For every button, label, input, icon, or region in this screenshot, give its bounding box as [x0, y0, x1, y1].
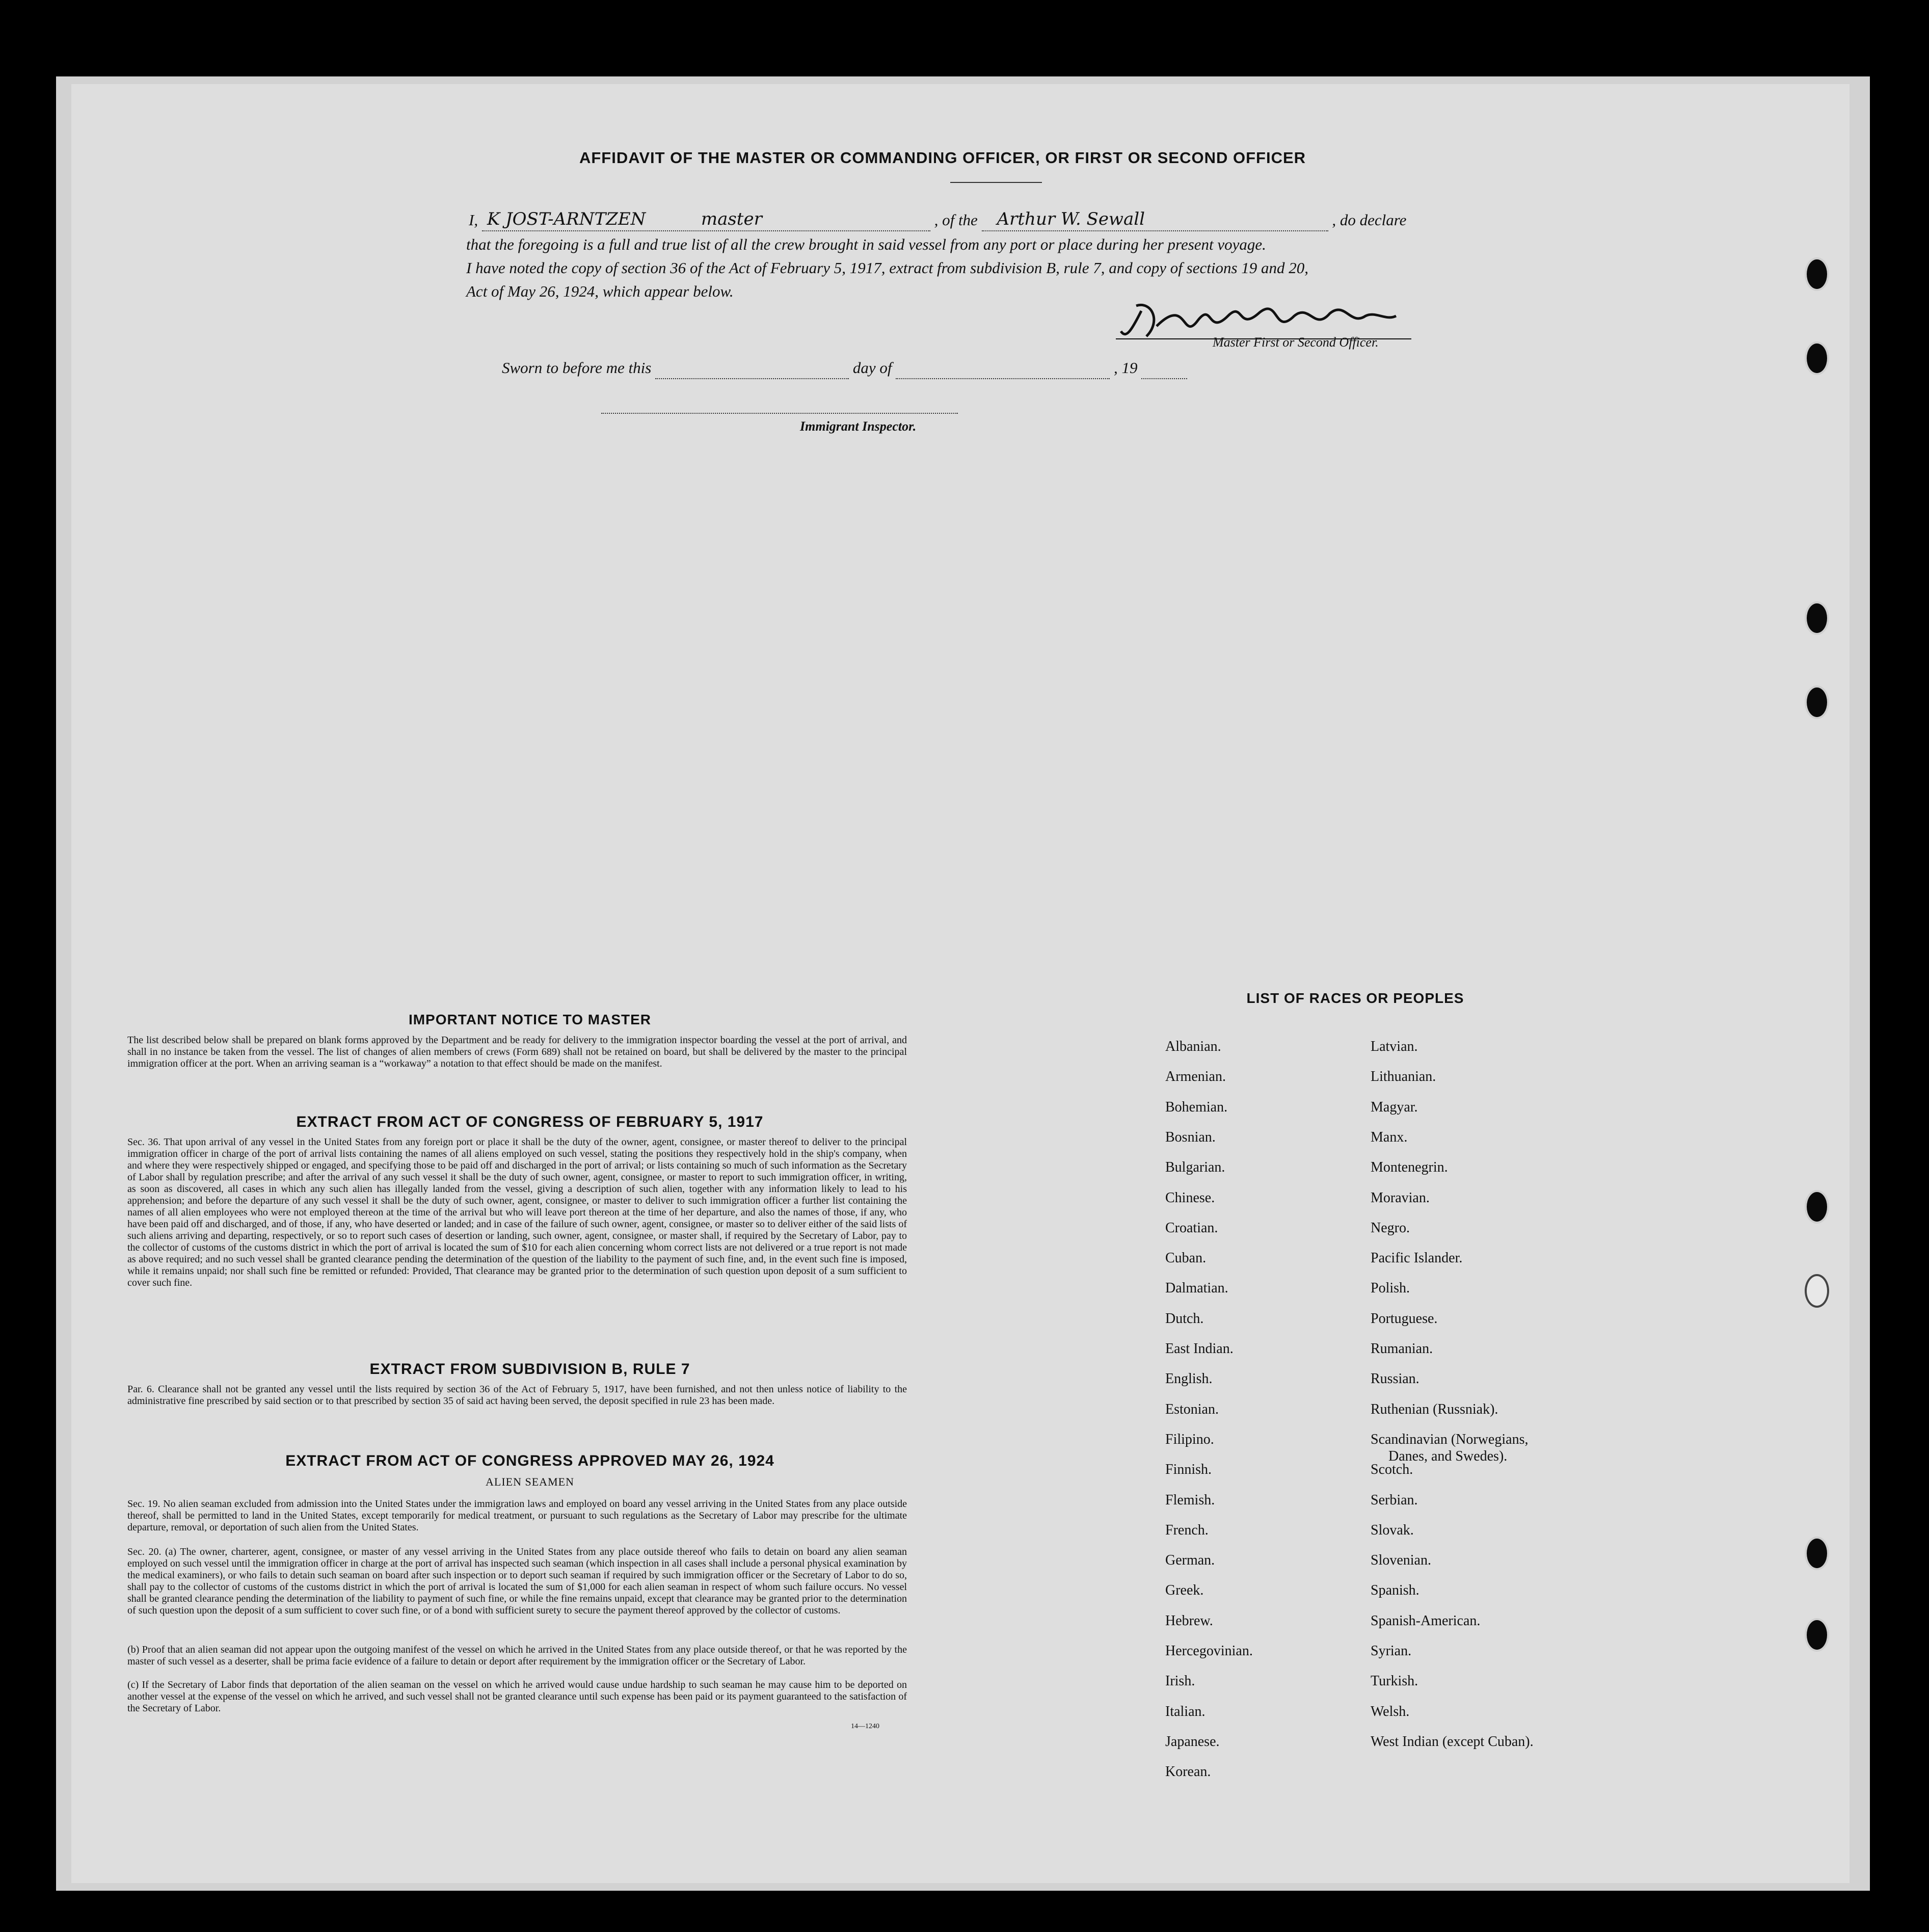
sworn-line — [502, 357, 1266, 379]
sworn-day-text: day of — [852, 359, 892, 377]
affidavit-line-3: I have noted the copy of section 36 of the Act of February 5, 1917, extract from subdivision B, rule 7, and copy of sections 19 and 20, — [466, 259, 1309, 277]
race-item: Pacific Islander. — [1371, 1250, 1463, 1266]
race-item: Scandinavian (Norwegians, — [1371, 1431, 1529, 1447]
race-item: Albanian. — [1165, 1039, 1221, 1054]
bleed-through-marks — [459, 482, 1834, 1093]
race-item: Magyar. — [1371, 1099, 1418, 1115]
title-rule — [950, 182, 1042, 183]
signature-caption: Master First or Second Officer. — [1213, 335, 1379, 350]
sworn-month-field — [896, 361, 1110, 379]
pronoun-i: I, — [469, 211, 478, 229]
race-item: Syrian. — [1371, 1643, 1412, 1659]
master-name-handwritten: K JOST-ARNTZEN — [487, 209, 646, 229]
punch-hole — [1805, 685, 1829, 719]
section-20c: (c) If the Secretary of Labor finds that deportation of the alien seaman on the vessel on which he arrived would cause undue hardship to such seaman he may cause him to be deported on another vessel at the expense of the vessel on which he arrived, and such vessel shall not be granted clearance until such expense has been paid or its payment guaranteed to the satisfaction of the Secretary of Labor. — [127, 1679, 907, 1714]
race-item: Korean. — [1165, 1764, 1211, 1780]
race-item: Negro. — [1371, 1220, 1410, 1236]
sworn-text: Sworn to before me this — [502, 359, 652, 377]
race-item: Turkish. — [1371, 1673, 1418, 1689]
race-item: West Indian (except Cuban). — [1371, 1733, 1534, 1750]
race-item: East Indian. — [1165, 1341, 1234, 1357]
race-item: Serbian. — [1371, 1492, 1418, 1508]
race-item: Spanish. — [1371, 1582, 1419, 1599]
rule7-body: Par. 6. Clearance shall not be granted any vessel until the lists required by section 36 of the Act of February 5, 1917, have been furnished, and not then unless notice of liability to the administrative fine prescribed by said section or to that prescribed by section 35 of said act having been served, the deposit specified in rule 23 has been made. — [127, 1384, 907, 1407]
race-item: Slovenian. — [1371, 1552, 1431, 1569]
race-item: Bosnian. — [1165, 1129, 1216, 1145]
alien-seamen-subtitle: ALIEN SEAMEN — [486, 1475, 574, 1488]
vessel-name-field — [982, 209, 1328, 231]
race-item: Polish. — [1371, 1280, 1410, 1296]
race-item: Slovak. — [1371, 1522, 1414, 1538]
affidavit-line-1 — [469, 209, 1462, 231]
race-item: Irish. — [1165, 1673, 1195, 1689]
race-item: Rumanian. — [1371, 1341, 1433, 1357]
race-item: French. — [1165, 1522, 1209, 1538]
race-item: Lithuanian. — [1371, 1069, 1436, 1085]
affidavit-line-4: Act of May 26, 1924, which appear below. — [466, 282, 734, 300]
race-item: Russian. — [1371, 1371, 1419, 1387]
race-item: Greek. — [1165, 1582, 1204, 1599]
race-item: Portuguese. — [1371, 1310, 1438, 1327]
race-item: Flemish. — [1165, 1492, 1215, 1508]
race-item: Estonian. — [1165, 1401, 1219, 1417]
sworn-date-field — [655, 361, 849, 379]
race-item: Danes, and Swedes). — [1388, 1448, 1508, 1464]
race-item: Ruthenian (Russniak). — [1371, 1401, 1498, 1417]
race-item: Bohemian. — [1165, 1099, 1228, 1115]
punch-hole — [1805, 1537, 1829, 1570]
notice-body: The list described below shall be prepared on blank forms approved by the Department and be ready for delivery to the immigration inspector boarding the vessel at the port of arrival, and shall in no instance be taken from the vessel. The list of changes of alien members of crews (Form 689) shall not be retained on board, but shall be delivered by the master to the principal immigration officer at the port. When an arriving seaman is a “workaway” a notation to that effect should be made on the manifest. — [127, 1035, 907, 1069]
race-item: English. — [1165, 1371, 1213, 1387]
form-number: 14—1240 — [851, 1723, 879, 1730]
vessel-name-handwritten: Arthur W. Sewall — [997, 209, 1145, 229]
punch-hole — [1805, 601, 1829, 635]
punch-hole — [1805, 341, 1829, 375]
race-item: Bulgarian. — [1165, 1159, 1225, 1176]
inspector-caption: Immigrant Inspector. — [800, 419, 917, 434]
of-the-text: , of the — [934, 211, 978, 229]
race-item: Spanish-American. — [1371, 1612, 1481, 1629]
race-item: Italian. — [1165, 1703, 1205, 1719]
races-title: LIST OF RACES OR PEOPLES — [1246, 990, 1464, 1006]
section-19: Sec. 19. No alien seaman excluded from admission into the United States under the immigration laws and employed on board any vessel arriving in the United States from any place outside thereof, shall be permitted to land in the United States, except temporarily for medical treatment, or pursuant to such regulations as the Secretary of Labor may prescribe for the ultimate departure, removal, or deportation of such alien from the United States. — [127, 1498, 907, 1533]
race-item: Croatian. — [1165, 1220, 1218, 1236]
punch-hole — [1805, 257, 1829, 291]
section-20a: Sec. 20. (a) The owner, charterer, agent, consignee, or master of any vessel arriving in the United States from any place outside thereof who fails to detain on board any alien seaman employed on such vessel until the immigration officer in charge at the port of arrival has inspected such seaman (which inspection in all cases shall include a personal physical examination by the medical examiners), or who fails to detain such seaman on board after such inspection or to deport such seaman if required by such immigration officer or the Secretary of Labor to do so, shall pay to the collector of customs of the customs district in which the port of arrival is located the sum of $1,000 for each alien seaman in respect of whom such failure occurs. No vessel shall be granted clearance pending the determination of the liability to payment of such fine, or while the fine remains unpaid, except that clearance may be granted prior to the determination of such question upon the deposit of a sum sufficient to cover such fine, or of a bond with sufficient surety to secure the payment thereof approved by the collector of customs. — [127, 1546, 907, 1616]
race-item: Filipino. — [1165, 1431, 1214, 1447]
race-item: Manx. — [1371, 1129, 1408, 1145]
extract-1917-body: Sec. 36. That upon arrival of any vessel in the United States from any foreign port or place it shall be the duty of the owner, agent, consignee, or master thereof to deliver to the principal immigration officer in charge of the port of arrival lists containing the names of all aliens employed on such vessel, stating the positions they respectively hold in the ship's company, when and where they were respectively shipped or engaged, and specifying those to be paid off and discharged in the port of arrival; or lists containing so much of such information as the Secretary of Labor shall by regulation prescribe; and after the arrival of any such vessel it shall be the duty of such owner, agent, consignee, or master to report to such immigration officer, in writing, as soon as discovered, all cases in which any such alien has illegally landed from the vessel, giving a description of such alien, together with any information likely to lead to his apprehension; and before the departure of any such vessel it shall be the duty of such owner, agent, consignee, or master to deliver to such immigration officer a further list containing the names of all alien employees who were not employed thereon at the time of the arrival but who will leave port thereon at the time of her departure, and also the names of those, if any, who have been paid off and discharged, and of those, if any, who have deserted or landed; and in case of the failure of such owner, agent, consignee, or master so to deliver either of the said lists of such aliens arriving and departing, respectively, or so to report such cases of desertion or landing, such owner, agent, consignee, or master shall, if required by the Secretary of Labor, pay to the collector of customs of the customs district in which the port of arrival is located the sum of $10 for each alien concerning whom correct lists are not delivered or a true report is not made as above required; and no such vessel shall be granted clearance pending the determination of the question of the liability to the payment of such fine, and, in the event such fine is imposed, while it remains unpaid; nor shall such fine be remitted or refunded: Provided, That clearance may be granted prior to the determination of such question upon deposit of a sum sufficient to cover such fine. — [127, 1136, 907, 1288]
race-item: Hebrew. — [1165, 1612, 1213, 1629]
race-item: Moravian. — [1371, 1189, 1430, 1206]
race-item: Latvian. — [1371, 1039, 1418, 1054]
section-20b: (b) Proof that an alien seaman did not appear upon the outgoing manifest of the vessel on which he arrived in the United States from any place outside thereof, or that he was reported by the master of such vessel as a deserter, shall be prima facie evidence of a failure to detain or deport after requirement by the immigration officer or the Secretary of Labor. — [127, 1644, 907, 1667]
race-item: Scotch. — [1371, 1462, 1413, 1478]
extract-1924-title: EXTRACT FROM ACT OF CONGRESS APPROVED MAY 26, 1924 — [285, 1452, 774, 1469]
master-role-handwritten: master — [701, 209, 762, 229]
punch-hole — [1805, 1618, 1829, 1652]
punch-hole — [1805, 1274, 1829, 1308]
race-item: Finnish. — [1165, 1462, 1212, 1478]
affidavit-line-2: that the foregoing is a full and true list of all the crew brought in said vessel from any port or place during her present voyage. — [466, 235, 1266, 253]
rule7-title: EXTRACT FROM SUBDIVISION B, RULE 7 — [369, 1361, 690, 1378]
notice-title: IMPORTANT NOTICE TO MASTER — [408, 1012, 652, 1027]
race-item: Welsh. — [1371, 1703, 1410, 1719]
race-item: Armenian. — [1165, 1069, 1226, 1085]
extract-1917-title: EXTRACT FROM ACT OF CONGRESS OF FEBRUARY 5, 1917 — [296, 1114, 764, 1130]
race-item: Hercegovinian. — [1165, 1643, 1253, 1659]
inspector-signature-line — [601, 413, 958, 414]
race-item: Dutch. — [1165, 1310, 1204, 1327]
race-item: Montenegrin. — [1371, 1159, 1448, 1176]
race-item: Cuban. — [1165, 1250, 1207, 1266]
punch-hole — [1805, 1190, 1829, 1224]
do-declare-text: , do declare — [1332, 211, 1407, 229]
sworn-year-field — [1141, 361, 1187, 379]
race-item: German. — [1165, 1552, 1215, 1569]
race-item: Chinese. — [1165, 1189, 1215, 1206]
race-item: Japanese. — [1165, 1733, 1220, 1750]
race-item: Dalmatian. — [1165, 1280, 1228, 1296]
master-name-field — [482, 209, 930, 231]
sworn-year-text: , 19 — [1113, 359, 1138, 377]
affidavit-title: AFFIDAVIT OF THE MASTER OR COMMANDING OFFICER, OR FIRST OR SECOND OFFICER — [579, 149, 1306, 167]
